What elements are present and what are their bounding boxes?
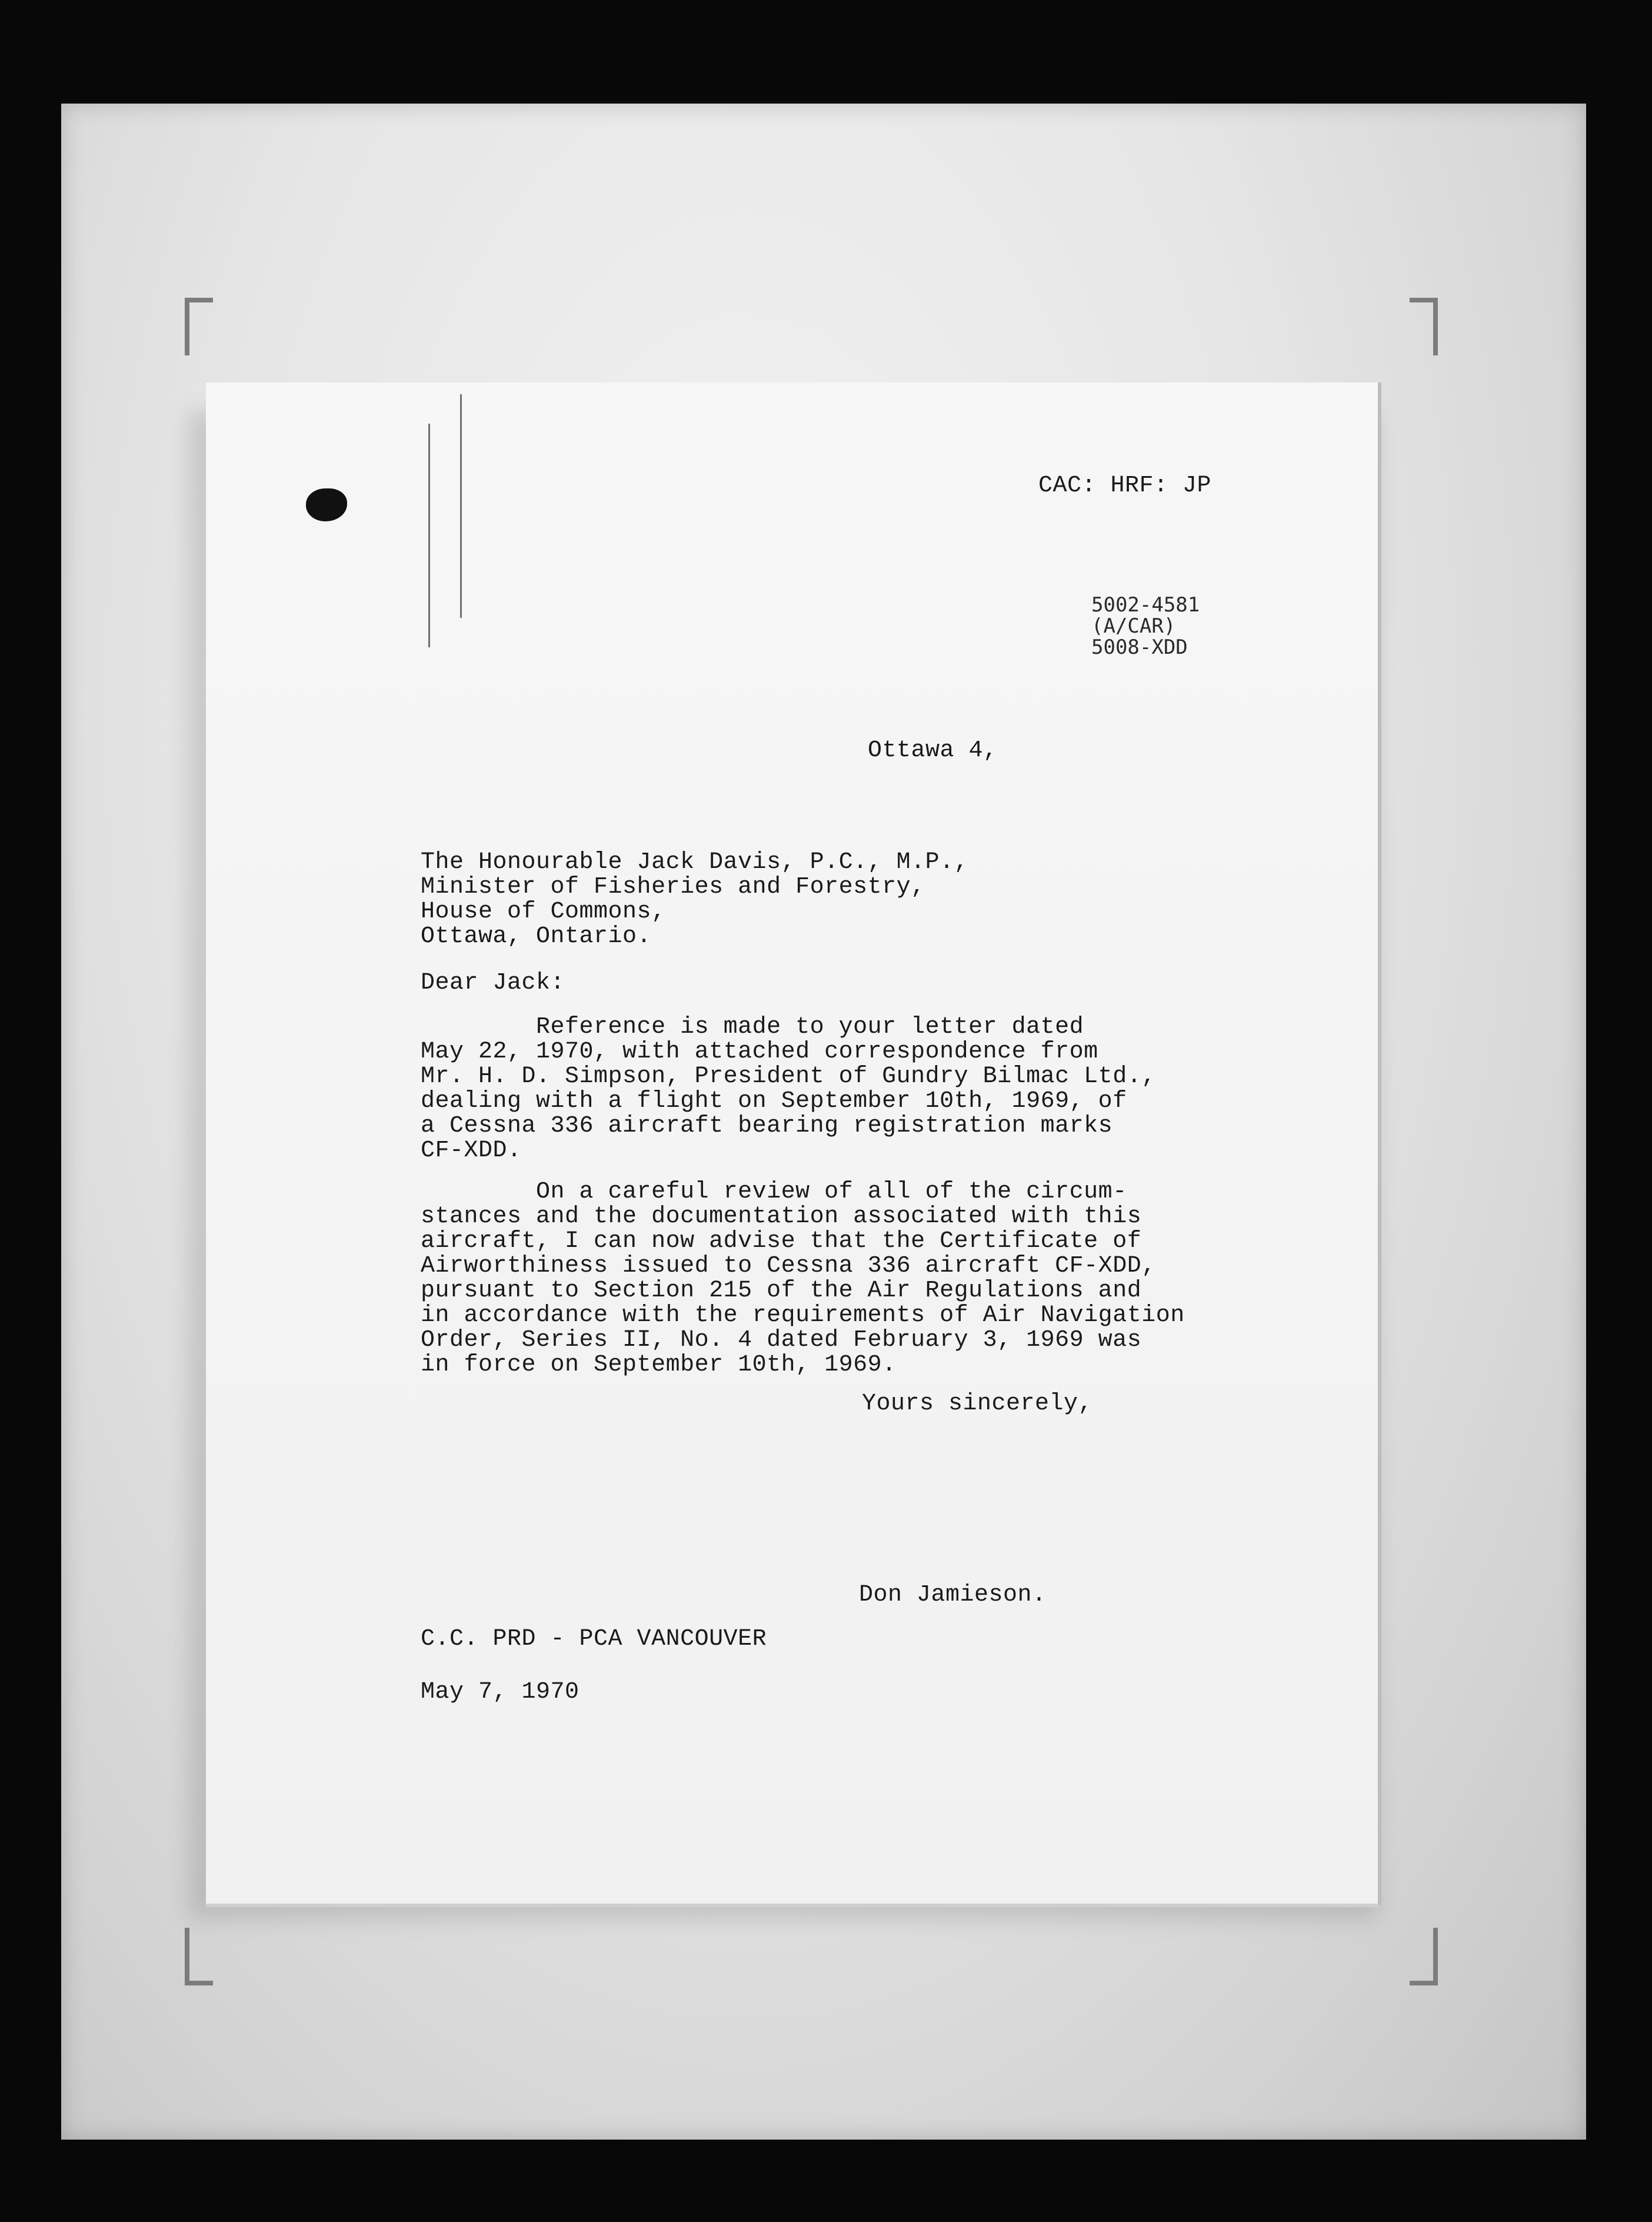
paragraph-line: Airworthiness issued to Cessna 336 aircraft CF-XDD, xyxy=(421,1253,1156,1279)
fold-line xyxy=(428,424,430,647)
paragraph-line: in force on September 10th, 1969. xyxy=(421,1352,897,1378)
paragraph-line: pursuant to Section 215 of the Air Regulations and xyxy=(421,1278,1142,1304)
crop-mark-top-left xyxy=(185,298,213,355)
paragraph-line: Reference is made to your letter dated xyxy=(421,1014,1084,1040)
paragraph-line: stances and the documentation associated with this xyxy=(421,1203,1142,1230)
letter-page xyxy=(206,382,1381,1907)
paragraph-line: On a careful review of all of the circum- xyxy=(421,1179,1127,1205)
paragraph-line: aircraft, I can now advise that the Certificate of xyxy=(421,1228,1142,1255)
body-paragraph-1 xyxy=(421,1015,1156,1163)
crop-mark-bottom-right xyxy=(1410,1928,1438,1985)
closing: Yours sincerely, xyxy=(862,1391,1093,1417)
fold-line xyxy=(460,394,462,618)
paragraph-line: Order, Series II, No. 4 dated February 3, 1969 was xyxy=(421,1327,1142,1353)
cc-line: C.C. PRD - PCA VANCOUVER xyxy=(421,1626,767,1652)
file-ref: 5008-XDD xyxy=(1091,636,1188,659)
addressee-line: Minister of Fisheries and Forestry, xyxy=(421,874,925,900)
paragraph-line: dealing with a flight on September 10th, 1969, of xyxy=(421,1088,1127,1115)
salutation: Dear Jack: xyxy=(421,970,565,996)
body-paragraph-2 xyxy=(421,1180,1185,1378)
place-line: Ottawa 4, xyxy=(868,737,998,764)
file-ref: (A/CAR) xyxy=(1091,614,1176,638)
crop-mark-bottom-left xyxy=(185,1928,213,1985)
crop-mark-top-right xyxy=(1410,298,1438,355)
paragraph-line: in accordance with the requirements of Air Navigation xyxy=(421,1302,1185,1329)
paragraph-line: Mr. H. D. Simpson, President of Gundry Bilmac Ltd., xyxy=(421,1063,1156,1090)
addressee-block xyxy=(421,850,968,949)
date-line: May 7, 1970 xyxy=(421,1679,579,1705)
punch-hole xyxy=(306,488,347,521)
paragraph-line: a Cessna 336 aircraft bearing registration marks xyxy=(421,1113,1113,1139)
addressee-line: The Honourable Jack Davis, P.C., M.P., xyxy=(421,849,969,876)
file-ref: 5002-4581 xyxy=(1091,593,1200,617)
paragraph-line: CF-XDD. xyxy=(421,1137,522,1164)
initials-line: CAC: HRF: JP xyxy=(1038,473,1212,499)
addressee-line: House of Commons, xyxy=(421,899,666,925)
addressee-line: Ottawa, Ontario. xyxy=(421,923,652,950)
paragraph-line: May 22, 1970, with attached correspondence from xyxy=(421,1039,1098,1065)
signature-name: Don Jamieson. xyxy=(859,1582,1047,1608)
file-reference-block xyxy=(1091,594,1200,658)
